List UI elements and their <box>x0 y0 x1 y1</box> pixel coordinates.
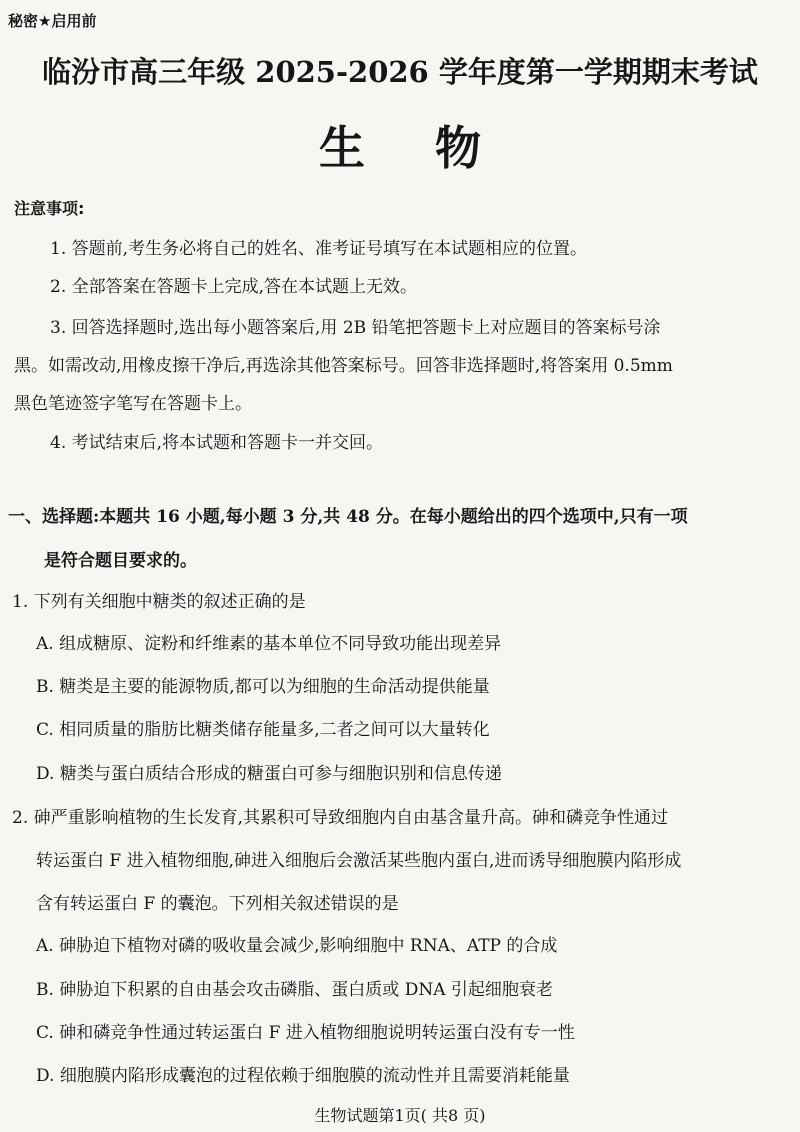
question-2-option-a: A. 砷胁迫下植物对磷的吸收量会减少,影响细胞中 RNA、ATP 的合成 <box>36 936 558 956</box>
question-1-option-c: C. 相同质量的脂肪比糖类储存能量多,二者之间可以大量转化 <box>36 720 490 740</box>
notice-item-3-line-3: 黑色笔迹签字笔写在答题卡上。 <box>14 394 252 414</box>
page-footer: 生物试题第1页( 共8 页) <box>314 1106 486 1125</box>
question-1-option-b: B. 糖类是主要的能源物质,都可以为细胞的生命活动提供能量 <box>36 677 490 697</box>
question-2-option-c: C. 砷和磷竞争性通过转运蛋白 F 进入植物细胞说明转运蛋白没有专一性 <box>36 1023 575 1043</box>
question-2-option-d: D. 细胞膜内陷形成囊泡的过程依赖于细胞膜的流动性并且需要消耗能量 <box>36 1066 570 1086</box>
secret-label: 秘密★启用前 <box>8 12 97 30</box>
question-2-stem-line-3: 含有转运蛋白 F 的囊泡。下列相关叙述错误的是 <box>36 894 399 914</box>
section-heading-line-2: 是符合题目要求的。 <box>44 551 197 571</box>
question-1-option-a: A. 组成糖原、淀粉和纤维素的基本单位不同导致功能出现差异 <box>36 634 502 654</box>
subject-title: 生物 <box>319 121 551 175</box>
notice-item-2: 2. 全部答案在答题卡上完成,答在本试题上无效。 <box>50 277 418 297</box>
question-2-option-b: B. 砷胁迫下积累的自由基会攻击磷脂、蛋白质或 DNA 引起细胞衰老 <box>36 980 553 1000</box>
exam-title: 临汾市高三年级 2025-2026 学年度第一学期期末考试 <box>42 55 758 89</box>
notice-item-3-line-2: 黑。如需改动,用橡皮擦干净后,再选涂其他答案标号。回答非选择题时,将答案用 0.5mm <box>14 356 673 376</box>
question-2-stem-line-2: 转运蛋白 F 进入植物细胞,砷进入细胞后会激活某些胞内蛋白,进而诱导细胞膜内陷形成 <box>36 851 682 871</box>
question-2-stem-line-1: 2. 砷严重影响植物的生长发育,其累积可导致细胞内自由基含量升高。砷和磷竞争性通过 <box>12 808 669 828</box>
question-1-stem: 1. 下列有关细胞中糖类的叙述正确的是 <box>12 592 306 612</box>
question-1-option-d: D. 糖类与蛋白质结合形成的糖蛋白可参与细胞识别和信息传递 <box>36 764 502 784</box>
notice-item-3-line-1: 3. 回答选择题时,选出每小题答案后,用 2B 铅笔把答题卡上对应题目的答案标号涂 <box>50 318 661 338</box>
section-heading-line-1: 一、选择题:本题共 16 小题,每小题 3 分,共 48 分。在每小题给出的四个选项中,只有一项 <box>8 507 688 527</box>
notice-item-4: 4. 考试结束后,将本试题和答题卡一并交回。 <box>50 433 384 453</box>
notice-item-1: 1. 答题前,考生务必将自己的姓名、准考证号填写在本试题相应的位置。 <box>50 239 588 259</box>
notice-heading: 注意事项: <box>14 199 85 218</box>
